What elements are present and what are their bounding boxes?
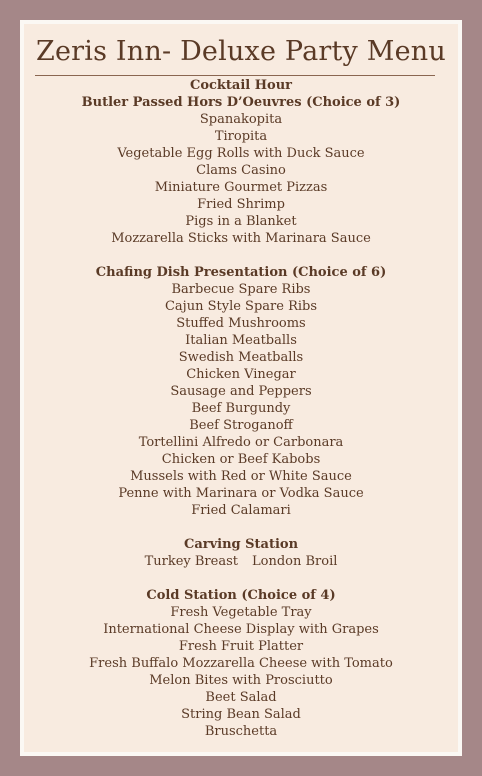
menu-item: Cajun Style Spare Ribs [164, 299, 318, 314]
menu-item: Penne with Marinara or Vodka Sauce [118, 486, 364, 501]
menu-item: Chicken or Beef Kabobs [161, 452, 321, 467]
carving-station-heading: Carving Station [183, 537, 299, 552]
menu-item: Fried Shrimp [197, 197, 285, 212]
menu-item: Sausage and Peppers [170, 384, 312, 399]
menu-card [24, 24, 458, 752]
menu-item: Italian Meatballs [185, 333, 297, 348]
chafing-dish-heading: Chafing Dish Presentation (Choice of 6) [95, 265, 387, 280]
menu-item: Beef Stroganoff [189, 418, 293, 433]
menu-item: Mozzarella Sticks with Marinara Sauce [111, 231, 371, 246]
section-spacer [24, 247, 458, 264]
menu-item: Spanakopita [199, 112, 283, 127]
section-spacer [24, 570, 458, 587]
carving-items-row [24, 553, 458, 570]
title-divider [35, 75, 435, 76]
menu-frame [20, 20, 462, 756]
menu-item: Turkey Breast [144, 554, 238, 569]
menu-item: Beef Burgundy [191, 401, 291, 416]
menu-item: Clams Casino [196, 163, 286, 178]
menu-item: Mussels with Red or White Sauce [130, 469, 352, 484]
menu-item: Pigs in a Blanket [185, 214, 297, 229]
menu-item: Fresh Fruit Platter [178, 639, 304, 654]
menu-item: London Broil [252, 554, 338, 569]
menu-item: Beet Salad [205, 690, 277, 705]
menu-item: Vegetable Egg Rolls with Duck Sauce [117, 146, 365, 161]
menu-item: International Cheese Display with Grapes [103, 622, 379, 637]
menu-item: Barbecue Spare Ribs [171, 282, 311, 297]
menu-item: Tortellini Alfredo or Carbonara [138, 435, 344, 450]
menu-item: Tiropita [214, 129, 268, 144]
menu-item: Miniature Gourmet Pizzas [154, 180, 328, 195]
menu-title: Zeris Inn- Deluxe Party Menu [36, 36, 446, 67]
menu-item: Fried Calamari [191, 503, 291, 518]
menu-body [24, 77, 458, 740]
menu-item: Melon Bites with Prosciutto [149, 673, 333, 688]
menu-item: Bruschetta [204, 724, 278, 739]
cold-station-heading: Cold Station (Choice of 4) [146, 588, 336, 603]
menu-item: Fresh Buffalo Mozzarella Cheese with Tomato [89, 656, 393, 671]
menu-item: Fresh Vegetable Tray [170, 605, 312, 620]
menu-item: String Bean Salad [181, 707, 301, 722]
butler-passed-heading: Butler Passed Hors D’Oeuvres (Choice of 3) [81, 95, 401, 110]
menu-item: Stuffed Mushrooms [176, 316, 306, 331]
menu-item: Swedish Meatballs [178, 350, 304, 365]
menu-item: Chicken Vinegar [186, 367, 296, 382]
cocktail-hour-heading: Cocktail Hour [189, 78, 293, 93]
section-spacer [24, 519, 458, 536]
